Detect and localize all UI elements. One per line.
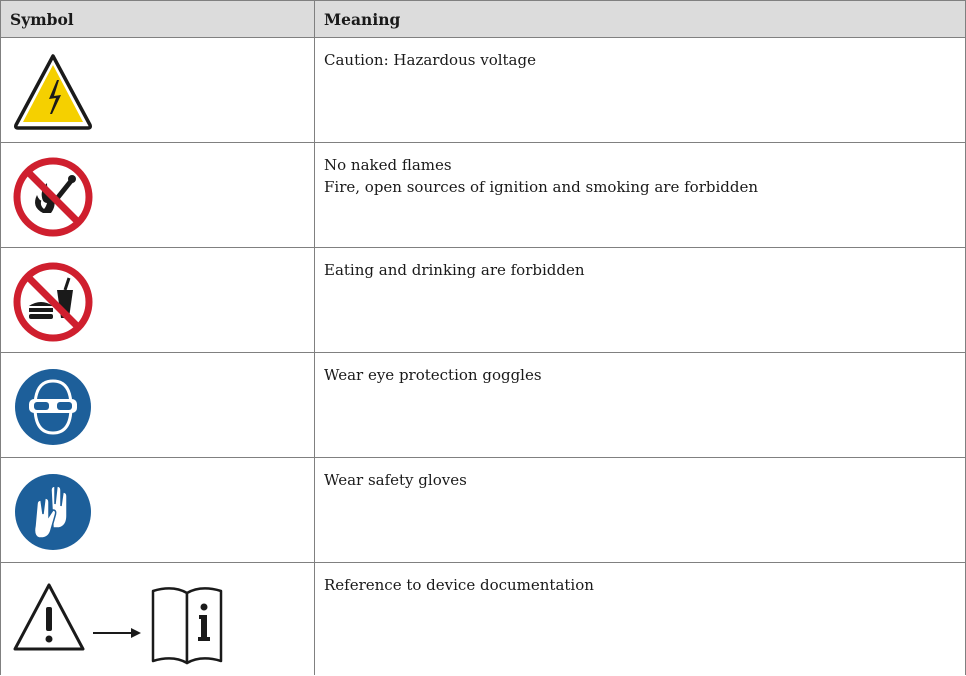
meaning-text: No naked flames [324,156,452,174]
meaning-column-header: Meaning [315,1,966,38]
meaning-text: Fire, open sources of ignition and smoking are forbidden [324,178,759,196]
eye-protection-icon [13,367,93,447]
meaning-text: Reference to device documentation [324,576,594,594]
symbol-cell [1,38,315,143]
hazardous-voltage-warning-icon [13,52,93,132]
safety-gloves-icon [13,472,93,552]
meaning-cell [315,38,966,143]
meaning-text: Wear eye protection goggles [324,366,542,384]
symbol-cell [1,353,315,458]
meaning-text: Eating and drinking are forbidden [324,261,585,279]
table-row [1,248,966,353]
table-row [1,143,966,248]
table-row [1,563,966,675]
symbol-column-header: Symbol [1,1,315,38]
symbol-cell [1,143,315,248]
symbol-cell [1,458,315,563]
table-header-row [1,1,966,38]
meaning-cell [315,353,966,458]
meaning-cell [315,563,966,675]
symbol-cell [1,248,315,353]
table-row [1,38,966,143]
meaning-cell [315,458,966,563]
table-row [1,353,966,458]
no-naked-flames-icon [13,157,93,237]
no-eating-drinking-icon [13,262,93,342]
table-row [1,458,966,563]
refer-to-documentation-icon [13,577,233,667]
meaning-cell [315,143,966,248]
meaning-text: Wear safety gloves [324,471,467,489]
symbol-cell [1,563,315,675]
meaning-cell [315,248,966,353]
meaning-text: Caution: Hazardous voltage [324,51,536,69]
